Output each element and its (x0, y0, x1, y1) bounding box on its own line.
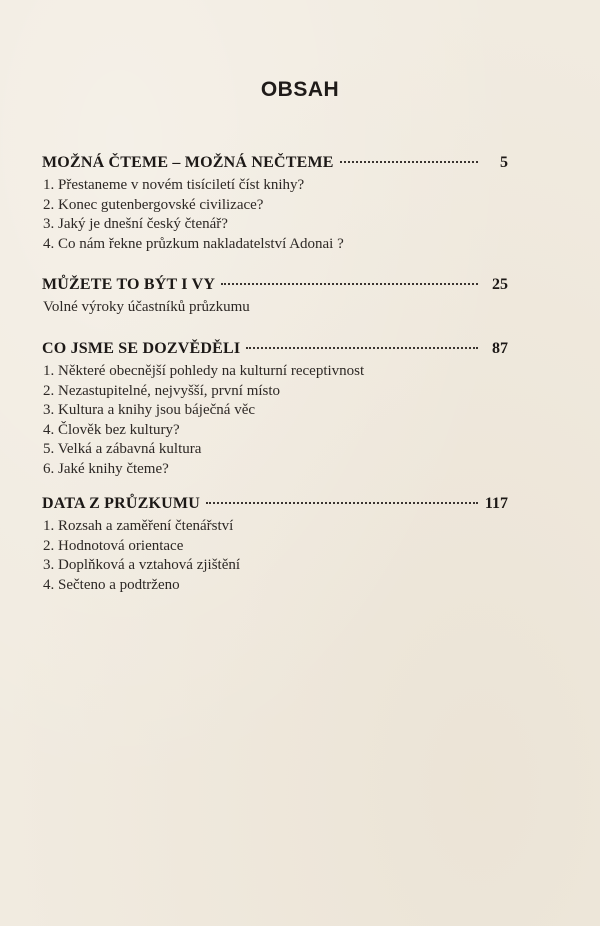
toc-subitem: 1. Přestaneme v novém tisíciletí číst knihy? (43, 177, 305, 193)
toc-subitem: 4. Co nám řekne průzkum nakladatelství Adonai ? (43, 235, 344, 252)
section-heading: MŮŽETE TO BÝT I VY (42, 276, 216, 293)
toc-subitem: 1. Některé obecnější pohledy na kulturní receptivnost (43, 363, 365, 379)
toc-section (42, 338, 508, 479)
dot-leader (206, 502, 478, 504)
toc-subitem: 6. Jaké knihy čteme? (43, 460, 169, 477)
dot-leader (221, 283, 478, 285)
page-title: OBSAH (260, 78, 340, 101)
section-page-number: 5 (500, 154, 508, 171)
section-heading: MOŽNÁ ČTEME – MOŽNÁ NEČTEME (42, 154, 334, 171)
section-heading: DATA Z PRŮZKUMU (42, 495, 200, 512)
toc-section (42, 152, 508, 254)
dot-leader (246, 347, 478, 349)
toc-subitem: 4. Člověk bez kultury? (43, 421, 180, 438)
toc-heading-row (42, 152, 508, 174)
toc-subitem: Volné výroky účastníků průzkumu (43, 299, 250, 315)
toc-subitem: 3. Doplňková a vztahová zjištění (43, 557, 241, 573)
toc-subitem: 2. Hodnotová orientace (43, 537, 184, 554)
toc-heading-row (42, 338, 508, 360)
toc-subitem: 5. Velká a zábavná kultura (43, 441, 202, 457)
toc-heading-row (42, 274, 508, 296)
dot-leader (340, 161, 478, 163)
toc-heading-row (42, 493, 508, 515)
toc-subitem: 2. Nezastupitelné, nejvyšší, první místo (43, 382, 281, 399)
toc-subitem: 1. Rozsah a zaměření čtenářství (43, 518, 234, 534)
section-page-number: 25 (492, 276, 508, 293)
section-page-number: 117 (484, 495, 508, 512)
toc-section (42, 493, 508, 595)
section-page-number: 87 (492, 340, 508, 357)
toc-subitem: 2. Konec gutenbergovské civilizace? (43, 196, 264, 213)
toc-subitem: 3. Jaký je dnešní český čtenář? (43, 216, 228, 232)
toc-section (42, 274, 508, 318)
toc-subitem: 3. Kultura a knihy jsou báječná věc (43, 402, 256, 418)
toc-subitem: 4. Sečteno a podtrženo (43, 576, 180, 593)
section-heading: CO JSME SE DOZVĚDĚLI (42, 340, 241, 357)
